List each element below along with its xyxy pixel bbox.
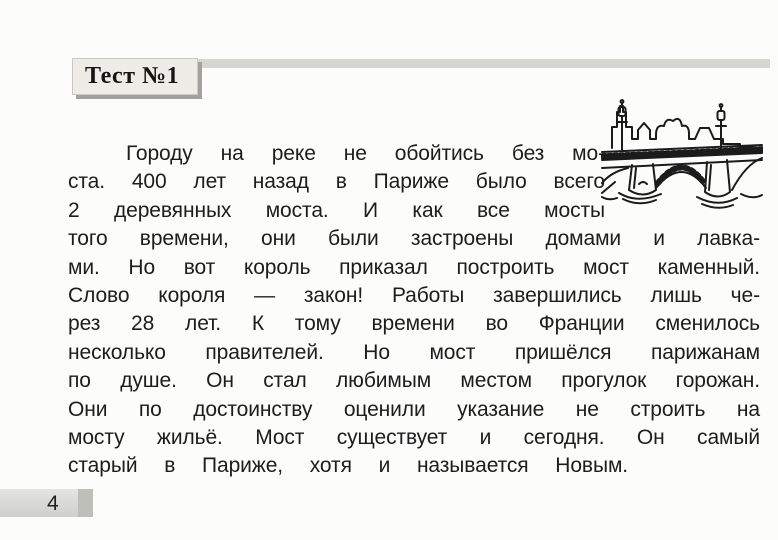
lamppost-right-icon <box>716 104 726 148</box>
passage-line: мосту жильё. Мост существует и сегодня. Он самый <box>68 425 760 449</box>
header-rule <box>150 59 770 68</box>
passage-line: Городу на реке не обойтись без мо- <box>126 142 605 165</box>
passage-line: Слово короля — закон! Работы завершились лишь че- <box>68 283 760 307</box>
water-waves <box>602 193 762 208</box>
passage-line: 2 деревянных моста. И как все мосты <box>68 198 605 222</box>
bridge-left-approach <box>602 168 628 193</box>
bridge-pier-right <box>705 160 730 197</box>
test-title: Тест №1 <box>85 63 180 89</box>
bridge-pier-left <box>629 164 656 195</box>
test-header-tab <box>72 58 198 95</box>
bridge-drawing <box>601 98 763 218</box>
passage-line: ста. 400 лет назад в Париже было всего <box>68 170 605 194</box>
bridge-skyline <box>612 106 753 148</box>
passage-line: ми. Но вот король приказал построить мост каменный. <box>68 255 760 279</box>
page-number-bar <box>0 489 93 517</box>
passage-line: несколько правителей. Но мост пришёлся парижанам <box>68 340 760 364</box>
passage-line: Они по достоинству оценили указание не строить на <box>68 397 760 421</box>
passage-line: рез 28 лет. К тому времени во Франции сменилось <box>68 312 760 336</box>
passage-line: по душе. Он стал любимым местом прогулок горожан. <box>68 369 760 393</box>
bridge-deck <box>602 145 762 168</box>
passage-line: того времени, они были застроены домами и лавка- <box>68 227 760 251</box>
passage-line: старый в Париже, хотя и называется Новым. <box>68 454 629 478</box>
page-number: 4 <box>47 492 59 515</box>
